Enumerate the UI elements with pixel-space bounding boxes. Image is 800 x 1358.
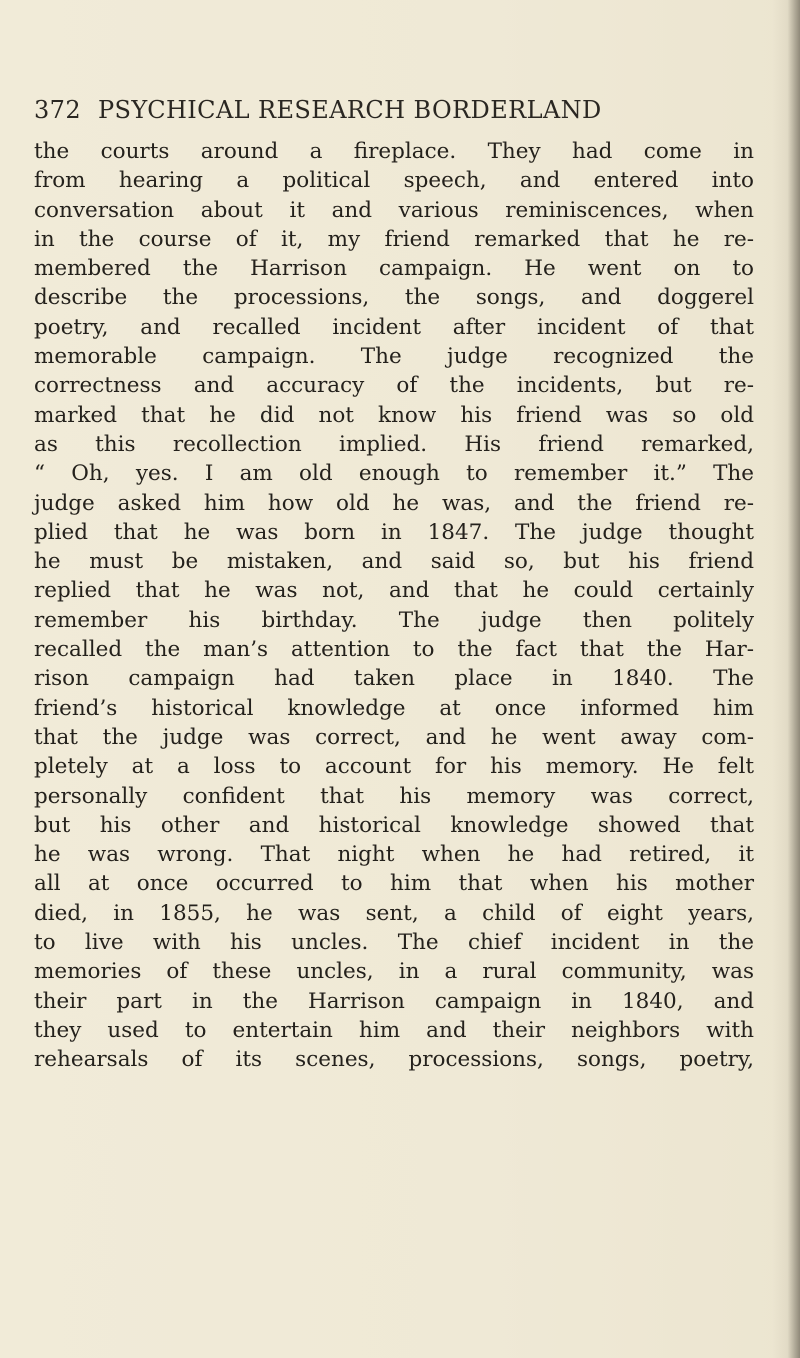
text-line: replied that he was not, and that he could certainly xyxy=(34,578,754,604)
page-header xyxy=(34,96,754,136)
text-line: in the course of it, my friend remarked that he re- xyxy=(34,226,754,252)
text-line: conversation about it and various reminiscences, when xyxy=(34,197,754,223)
text-line: but his other and historical knowledge showed that xyxy=(34,812,754,838)
text-line: describe the processions, the songs, and doggerel xyxy=(34,285,754,311)
text-line: rehearsals of its scenes, processions, songs, poetry, xyxy=(34,1047,754,1073)
text-line: from hearing a political speech, and entered into xyxy=(34,168,754,194)
text-line: plied that he was born in 1847. The judge thought xyxy=(34,519,754,545)
text-line: all at once occurred to him that when his mother xyxy=(34,871,754,897)
text-line: to live with his uncles. The chief incident in the xyxy=(34,930,754,956)
running-head: PSYCHICAL RESEARCH BORDERLAND xyxy=(98,96,602,124)
text-line: friend’s historical knowledge at once informed him xyxy=(34,695,754,721)
text-line: correctness and accuracy of the incidents, but re- xyxy=(34,373,754,399)
text-line: he must be mistaken, and said so, but his friend xyxy=(34,549,754,575)
text-line: marked that he did not know his friend was so old xyxy=(34,402,754,428)
text-line: rison campaign had taken place in 1840. The xyxy=(34,666,754,692)
text-line: judge asked him how old he was, and the friend re- xyxy=(34,490,754,516)
text-line: remember his birthday. The judge then politely xyxy=(34,607,754,633)
text-line: personally confident that his memory was correct, xyxy=(34,783,754,809)
text-line: memorable campaign. The judge recognized the xyxy=(34,344,754,370)
text-line: the courts around a fireplace. They had come in xyxy=(34,139,754,164)
text-line: they used to entertain him and their neighbors with xyxy=(34,1017,754,1043)
text-line: poetry, and recalled incident after incident of that xyxy=(34,314,754,340)
page-number: 372 xyxy=(34,96,82,124)
text-line: he was wrong. That night when he had retired, it xyxy=(34,842,754,868)
text-line: died, in 1855, he was sent, a child of eight years, xyxy=(34,900,754,926)
text-line: memories of these uncles, in a rural community, was xyxy=(34,959,754,985)
text-line: their part in the Harrison campaign in 1840, and xyxy=(34,988,754,1014)
text-line: pletely at a loss to account for his memory. He felt xyxy=(34,754,754,780)
text-line: recalled the man’s attention to the fact that the Har- xyxy=(34,637,754,663)
text-line: “ Oh, yes. I am old enough to remember it.” The xyxy=(34,461,754,487)
page-edge-shadow xyxy=(772,0,800,1358)
text-line: membered the Harrison campaign. He went on to xyxy=(34,256,754,282)
text-line: as this recollection implied. His friend remarked, xyxy=(34,431,754,457)
text-line: that the judge was correct, and he went away com- xyxy=(34,724,754,750)
body-text xyxy=(34,137,754,1075)
